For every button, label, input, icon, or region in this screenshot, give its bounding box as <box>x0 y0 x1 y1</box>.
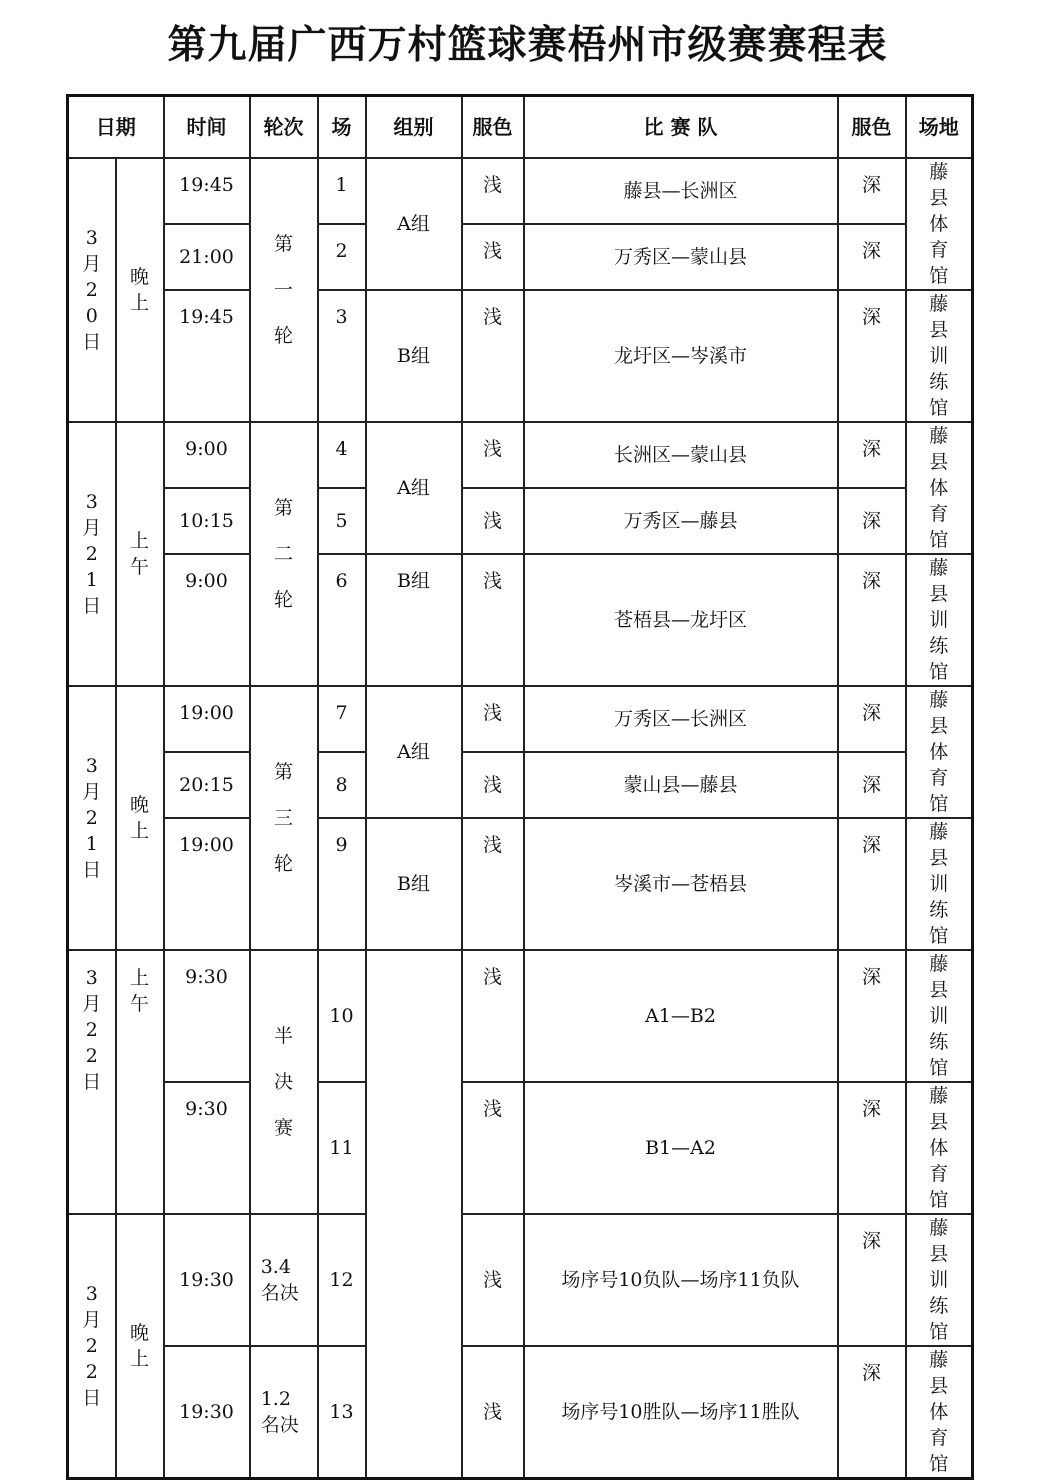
match-number: 3 <box>318 290 366 422</box>
header-venue: 场地 <box>906 96 973 159</box>
time-cell: 19:30 <box>164 1346 250 1479</box>
teams-cell: A1—B2 <box>524 950 838 1082</box>
table-row <box>68 1082 973 1214</box>
venue-cell: 藤县训练馆 <box>906 818 973 950</box>
time-cell: 19:45 <box>164 290 250 422</box>
match-number: 10 <box>318 950 366 1082</box>
date-cell: 3月21日 <box>68 686 116 950</box>
match-number: 1 <box>318 158 366 224</box>
teams-cell: 场序号10胜队—场序11胜队 <box>524 1346 838 1479</box>
date-cell: 3月21日 <box>68 422 116 686</box>
match-number: 8 <box>318 752 366 818</box>
light-color: 浅 <box>462 158 524 224</box>
teams-cell: 龙圩区—岑溪市 <box>524 290 838 422</box>
date-cell: 3月22日 <box>68 1214 116 1479</box>
table-row <box>68 1214 973 1346</box>
teams-cell: 万秀区—藤县 <box>524 488 838 554</box>
header-match: 场 <box>318 96 366 159</box>
light-color: 浅 <box>462 422 524 488</box>
dark-color: 深 <box>838 224 906 290</box>
dark-color: 深 <box>838 686 906 752</box>
dark-color: 深 <box>838 752 906 818</box>
table-row <box>68 950 973 1082</box>
schedule-table <box>66 94 974 1480</box>
header-color-left: 服色 <box>462 96 524 159</box>
period-cell: 上午 <box>116 422 164 686</box>
date-cell: 3月22日 <box>68 950 116 1214</box>
light-color: 浅 <box>462 1214 524 1346</box>
dark-color: 深 <box>838 422 906 488</box>
table-row <box>68 1346 973 1479</box>
match-number: 7 <box>318 686 366 752</box>
light-color: 浅 <box>462 752 524 818</box>
light-color: 浅 <box>462 818 524 950</box>
venue-cell: 藤县训练馆 <box>906 290 973 422</box>
time-cell: 9:30 <box>164 1082 250 1214</box>
time-cell: 19:45 <box>164 158 250 224</box>
round-cell: 1.2名决 <box>250 1346 318 1479</box>
teams-cell: 蒙山县—藤县 <box>524 752 838 818</box>
venue-cell: 藤县训练馆 <box>906 950 973 1082</box>
match-number: 9 <box>318 818 366 950</box>
teams-cell: 场序号10负队—场序11负队 <box>524 1214 838 1346</box>
time-cell: 9:00 <box>164 554 250 686</box>
round-cell: 第二轮 <box>250 422 318 686</box>
table-row <box>68 224 973 290</box>
group-cell-empty <box>366 950 462 1479</box>
time-cell: 10:15 <box>164 488 250 554</box>
dark-color: 深 <box>838 488 906 554</box>
teams-cell: 藤县—长洲区 <box>524 158 838 224</box>
group-cell: A组 <box>366 158 462 290</box>
match-number: 13 <box>318 1346 366 1479</box>
table-row <box>68 752 973 818</box>
group-cell: B组 <box>366 290 462 422</box>
dark-color: 深 <box>838 1214 906 1346</box>
round-cell: 第一轮 <box>250 158 318 422</box>
time-cell: 9:30 <box>164 950 250 1082</box>
dark-color: 深 <box>838 818 906 950</box>
dark-color: 深 <box>838 1346 906 1479</box>
venue-cell: 藤县训练馆 <box>906 554 973 686</box>
match-number: 4 <box>318 422 366 488</box>
header-teams: 比 赛 队 <box>524 96 838 159</box>
header-round: 轮次 <box>250 96 318 159</box>
header-group: 组别 <box>366 96 462 159</box>
teams-cell: 万秀区—蒙山县 <box>524 224 838 290</box>
light-color: 浅 <box>462 488 524 554</box>
match-number: 11 <box>318 1082 366 1214</box>
venue-cell: 藤县体育馆 <box>906 158 973 290</box>
table-row <box>68 158 973 224</box>
match-number: 6 <box>318 554 366 686</box>
light-color: 浅 <box>462 1346 524 1479</box>
group-cell: A组 <box>366 422 462 554</box>
teams-cell: 长洲区—蒙山县 <box>524 422 838 488</box>
match-number: 5 <box>318 488 366 554</box>
group-cell: A组 <box>366 686 462 818</box>
header-date: 日期 <box>68 96 164 159</box>
time-cell: 21:00 <box>164 224 250 290</box>
dark-color: 深 <box>838 158 906 224</box>
period-cell: 上午 <box>116 950 164 1214</box>
date-cell: 3月20日 <box>68 158 116 422</box>
venue-cell: 藤县体育馆 <box>906 1346 973 1479</box>
table-row <box>68 686 973 752</box>
round-cell: 半决赛 <box>250 950 318 1214</box>
light-color: 浅 <box>462 950 524 1082</box>
table-row <box>68 488 973 554</box>
light-color: 浅 <box>462 554 524 686</box>
venue-cell: 藤县体育馆 <box>906 686 973 818</box>
table-row <box>68 818 973 950</box>
group-cell: B组 <box>366 554 462 686</box>
teams-cell: 万秀区—长洲区 <box>524 686 838 752</box>
table-row <box>68 422 973 488</box>
venue-cell: 藤县训练馆 <box>906 1214 973 1346</box>
round-cell: 3.4名决 <box>250 1214 318 1346</box>
table-row <box>68 554 973 686</box>
light-color: 浅 <box>462 290 524 422</box>
match-number: 12 <box>318 1214 366 1346</box>
header-row <box>68 96 973 159</box>
light-color: 浅 <box>462 1082 524 1214</box>
time-cell: 19:00 <box>164 818 250 950</box>
group-cell: B组 <box>366 818 462 950</box>
header-time: 时间 <box>164 96 250 159</box>
time-cell: 19:30 <box>164 1214 250 1346</box>
page-title: 第九届广西万村篮球赛梧州市级赛赛程表 <box>167 22 888 68</box>
dark-color: 深 <box>838 1082 906 1214</box>
period-cell: 晚上 <box>116 158 164 422</box>
venue-cell: 藤县体育馆 <box>906 1082 973 1214</box>
time-cell: 19:00 <box>164 686 250 752</box>
dark-color: 深 <box>838 290 906 422</box>
time-cell: 9:00 <box>164 422 250 488</box>
match-number: 2 <box>318 224 366 290</box>
venue-cell: 藤县体育馆 <box>906 422 973 554</box>
teams-cell: B1—A2 <box>524 1082 838 1214</box>
dark-color: 深 <box>838 554 906 686</box>
dark-color: 深 <box>838 950 906 1082</box>
time-cell: 20:15 <box>164 752 250 818</box>
light-color: 浅 <box>462 224 524 290</box>
header-color-right: 服色 <box>838 96 906 159</box>
period-cell: 晚上 <box>116 1214 164 1479</box>
teams-cell: 苍梧县—龙圩区 <box>524 554 838 686</box>
period-cell: 晚上 <box>116 686 164 950</box>
table-row <box>68 290 973 422</box>
round-cell: 第三轮 <box>250 686 318 950</box>
teams-cell: 岑溪市—苍梧县 <box>524 818 838 950</box>
light-color: 浅 <box>462 686 524 752</box>
